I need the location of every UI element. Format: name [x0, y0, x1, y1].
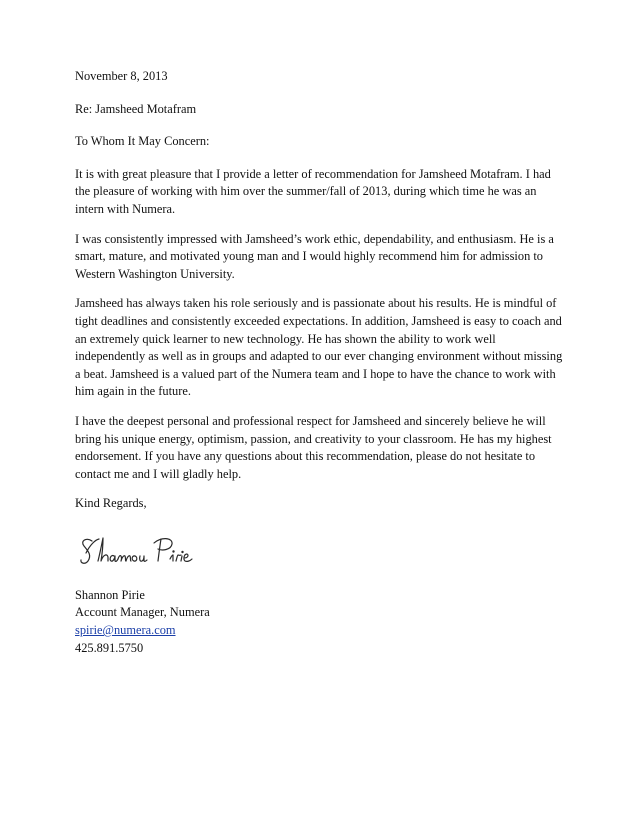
signer-phone: 425.891.5750 [75, 640, 144, 655]
paragraph-endorsement: I have the deepest personal and professional respect for Jamsheed and sincerely believe he will bring his unique energy, optimism, passion, and creativity to your classroom. He has my highest endorsement. If you have any questions about this recommendation, please do not hesitate to contact me and I will gladly help. [75, 413, 552, 481]
signature-block [75, 587, 565, 657]
signer-email-line [75, 622, 565, 640]
letter-page [75, 68, 565, 657]
letter-closing: Kind Regards, [75, 496, 147, 511]
letter-subject: Re: Jamsheed Motafram [75, 101, 197, 116]
signer-email-link[interactable]: spirie@numera.com [75, 623, 176, 638]
paragraph-impression: I was consistently impressed with Jamsheed’s work ethic, dependability, and enthusiasm. He is a smart, mature, and motivated young man and I would highly recommend him for admission to Western Washington University. [75, 231, 554, 281]
signer-title: Account Manager, Numera [75, 605, 210, 620]
letter-date: November 8, 2013 [75, 69, 168, 83]
handwritten-signature [75, 531, 215, 575]
paragraph-intro: It is with great pleasure that I provide a letter of recommendation for Jamsheed Motafram. I had the pleasure of working with him over the summer/fall of 2013, during which time he was an intern with Numera. [75, 166, 551, 216]
paragraph-performance: Jamsheed has always taken his role seriously and is passionate about his results. He is mindful of tight deadlines and consistently exceeded expectations. In addition, Jamsheed is easy to coach and an extremely quick learner to new technology. He has shown the ability to work well independently as well as in groups and adapted to our ever changing environment without missing a beat. Jamsheed is a valued part of the Numera team and I hope to have the chance to work with him again in the future. [75, 296, 563, 399]
letter-salutation: To Whom It May Concern: [75, 134, 210, 149]
signer-name: Shannon Pirie [75, 587, 145, 602]
